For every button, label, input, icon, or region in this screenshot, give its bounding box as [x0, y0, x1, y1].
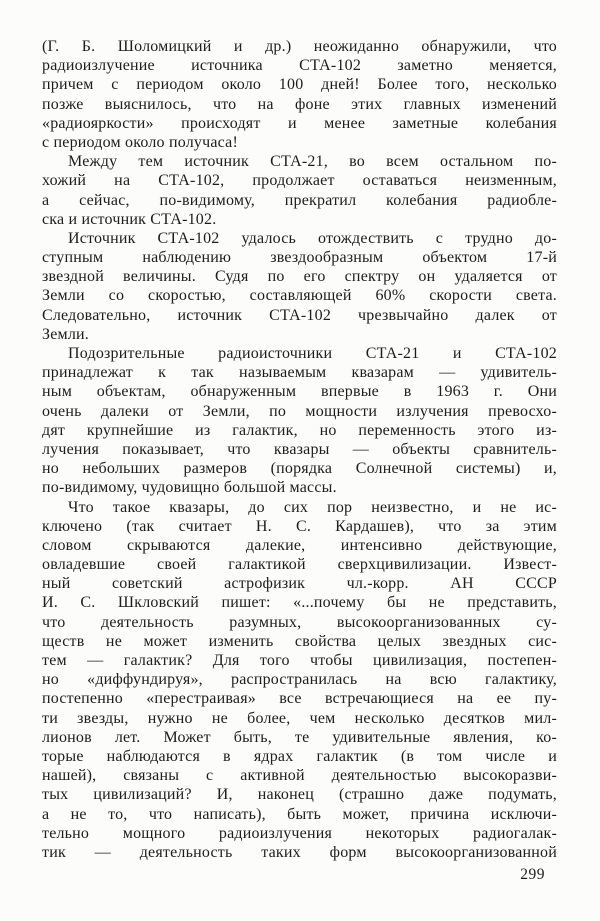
- text-line: а не то, что написать), быть может, причина исключи-: [42, 805, 557, 823]
- text-line: ным объектам, обнаруженным впервые в 1963 г. Они: [42, 383, 557, 401]
- text-block: [42, 37, 557, 862]
- text-line: И. С. Шкловский пишет: «...почему бы не представить,: [42, 594, 557, 612]
- text-line: ществ не может изменить свойства целых звездных сис-: [42, 632, 557, 650]
- text-line: тых цивилизаций? И, наконец (страшно даже подумать,: [42, 786, 557, 804]
- text-line: тик — деятельность таких форм высокоорганизованной: [42, 843, 557, 861]
- text-line: с периодом около получаса!: [42, 133, 238, 151]
- text-line: что деятельность разумных, высокоорганизованных су-: [42, 613, 557, 631]
- text-line: радиоизлучение источника СТА-102 заметно меняется,: [42, 57, 557, 75]
- text-line: Земли.: [42, 325, 89, 343]
- text-line: (Г. Б. Шоломицкий и др.) неожиданно обнаружили, что: [42, 38, 557, 55]
- text-line: тем — галактик? Для того чтобы цивилизация, постепен-: [42, 652, 557, 669]
- text-line: лионов лет. Может быть, те удивительные явления, ко-: [42, 728, 557, 746]
- text-line: Что такое квазары, до сих пор неизвестно, и не ис-: [68, 498, 557, 516]
- text-line: нашей), связаны с активной деятельностью высокоразви-: [42, 767, 557, 785]
- paragraph: [42, 152, 557, 229]
- paragraph: [42, 344, 557, 498]
- text-line: ключено (так считает Н. С. Кардашев), что за этим: [42, 517, 557, 535]
- paragraph: [42, 37, 557, 152]
- page-number: 299: [520, 866, 545, 883]
- text-line: Земли со скоростью, составляющей 60% скорости света.: [42, 287, 557, 305]
- text-line: очень далеки от Земли, по мощности излучения превосхо-: [42, 402, 557, 420]
- text-line: а сейчас, по-видимому, прекратил колебания радиобле-: [42, 191, 557, 209]
- text-line: Подозрительные радиоисточники СТА-21 и СТА-102: [68, 345, 557, 362]
- text-line: Источник СТА-102 удалось отождествить с трудно до-: [68, 229, 557, 247]
- text-line: словом скрываются далекие, интенсивно действующие,: [42, 536, 557, 554]
- text-line: позже выяснилось, что на фоне этих главных изменений: [42, 95, 557, 113]
- text-line: по-видимому, чудовищно большой массы.: [42, 479, 337, 497]
- text-line: ска и источник СТА-102.: [42, 210, 217, 228]
- text-line: звездной величины. Судя по его спектру он удаляется от: [42, 268, 557, 286]
- text-line: но «диффундируя», распространилась на всю галактику,: [42, 671, 557, 689]
- text-line: Следовательно, источник СТА-102 чрезвычайно далек от: [42, 306, 557, 324]
- text-line: причем с периодом около 100 дней! Более того, несколько: [42, 76, 557, 94]
- text-line: дят крупнейшие из галактик, но переменность этого из-: [42, 421, 557, 439]
- text-line: торые наблюдаются в ядрах галактик (в том числе и: [42, 747, 557, 765]
- text-line: тельно мощного радиоизлучения некоторых радиогалак-: [42, 824, 557, 842]
- text-line: ный советский астрофизик чл.-корр. АН СССР: [42, 575, 557, 593]
- text-line: Между тем источник СТА-21, во всем остальном по-: [68, 153, 557, 171]
- text-line: но небольших размеров (порядка Солнечной системы) и,: [42, 460, 557, 478]
- paragraph: [42, 229, 557, 344]
- text-line: лучения показывает, что квазары — объекты сравнитель-: [42, 440, 557, 458]
- text-line: «радиояркости» происходят и менее заметные колебания: [42, 114, 557, 132]
- paragraph: [42, 498, 557, 863]
- text-line: постепенно «перестраивая» все встречающиеся на ее пу-: [42, 690, 557, 708]
- text-line: хожий на СТА-102, продолжает оставаться неизменным,: [42, 172, 557, 190]
- text-line: овладевшие своей галактикой сверхцивилизации. Извест-: [42, 556, 557, 574]
- text-line: ступным наблюдению звездообразным объектом 17-й: [42, 249, 557, 267]
- text-line: принадлежат к так называемым квазарам — удивитель-: [42, 364, 557, 382]
- text-line: ти звезды, нужно не более, чем несколько десятков мил-: [42, 709, 557, 727]
